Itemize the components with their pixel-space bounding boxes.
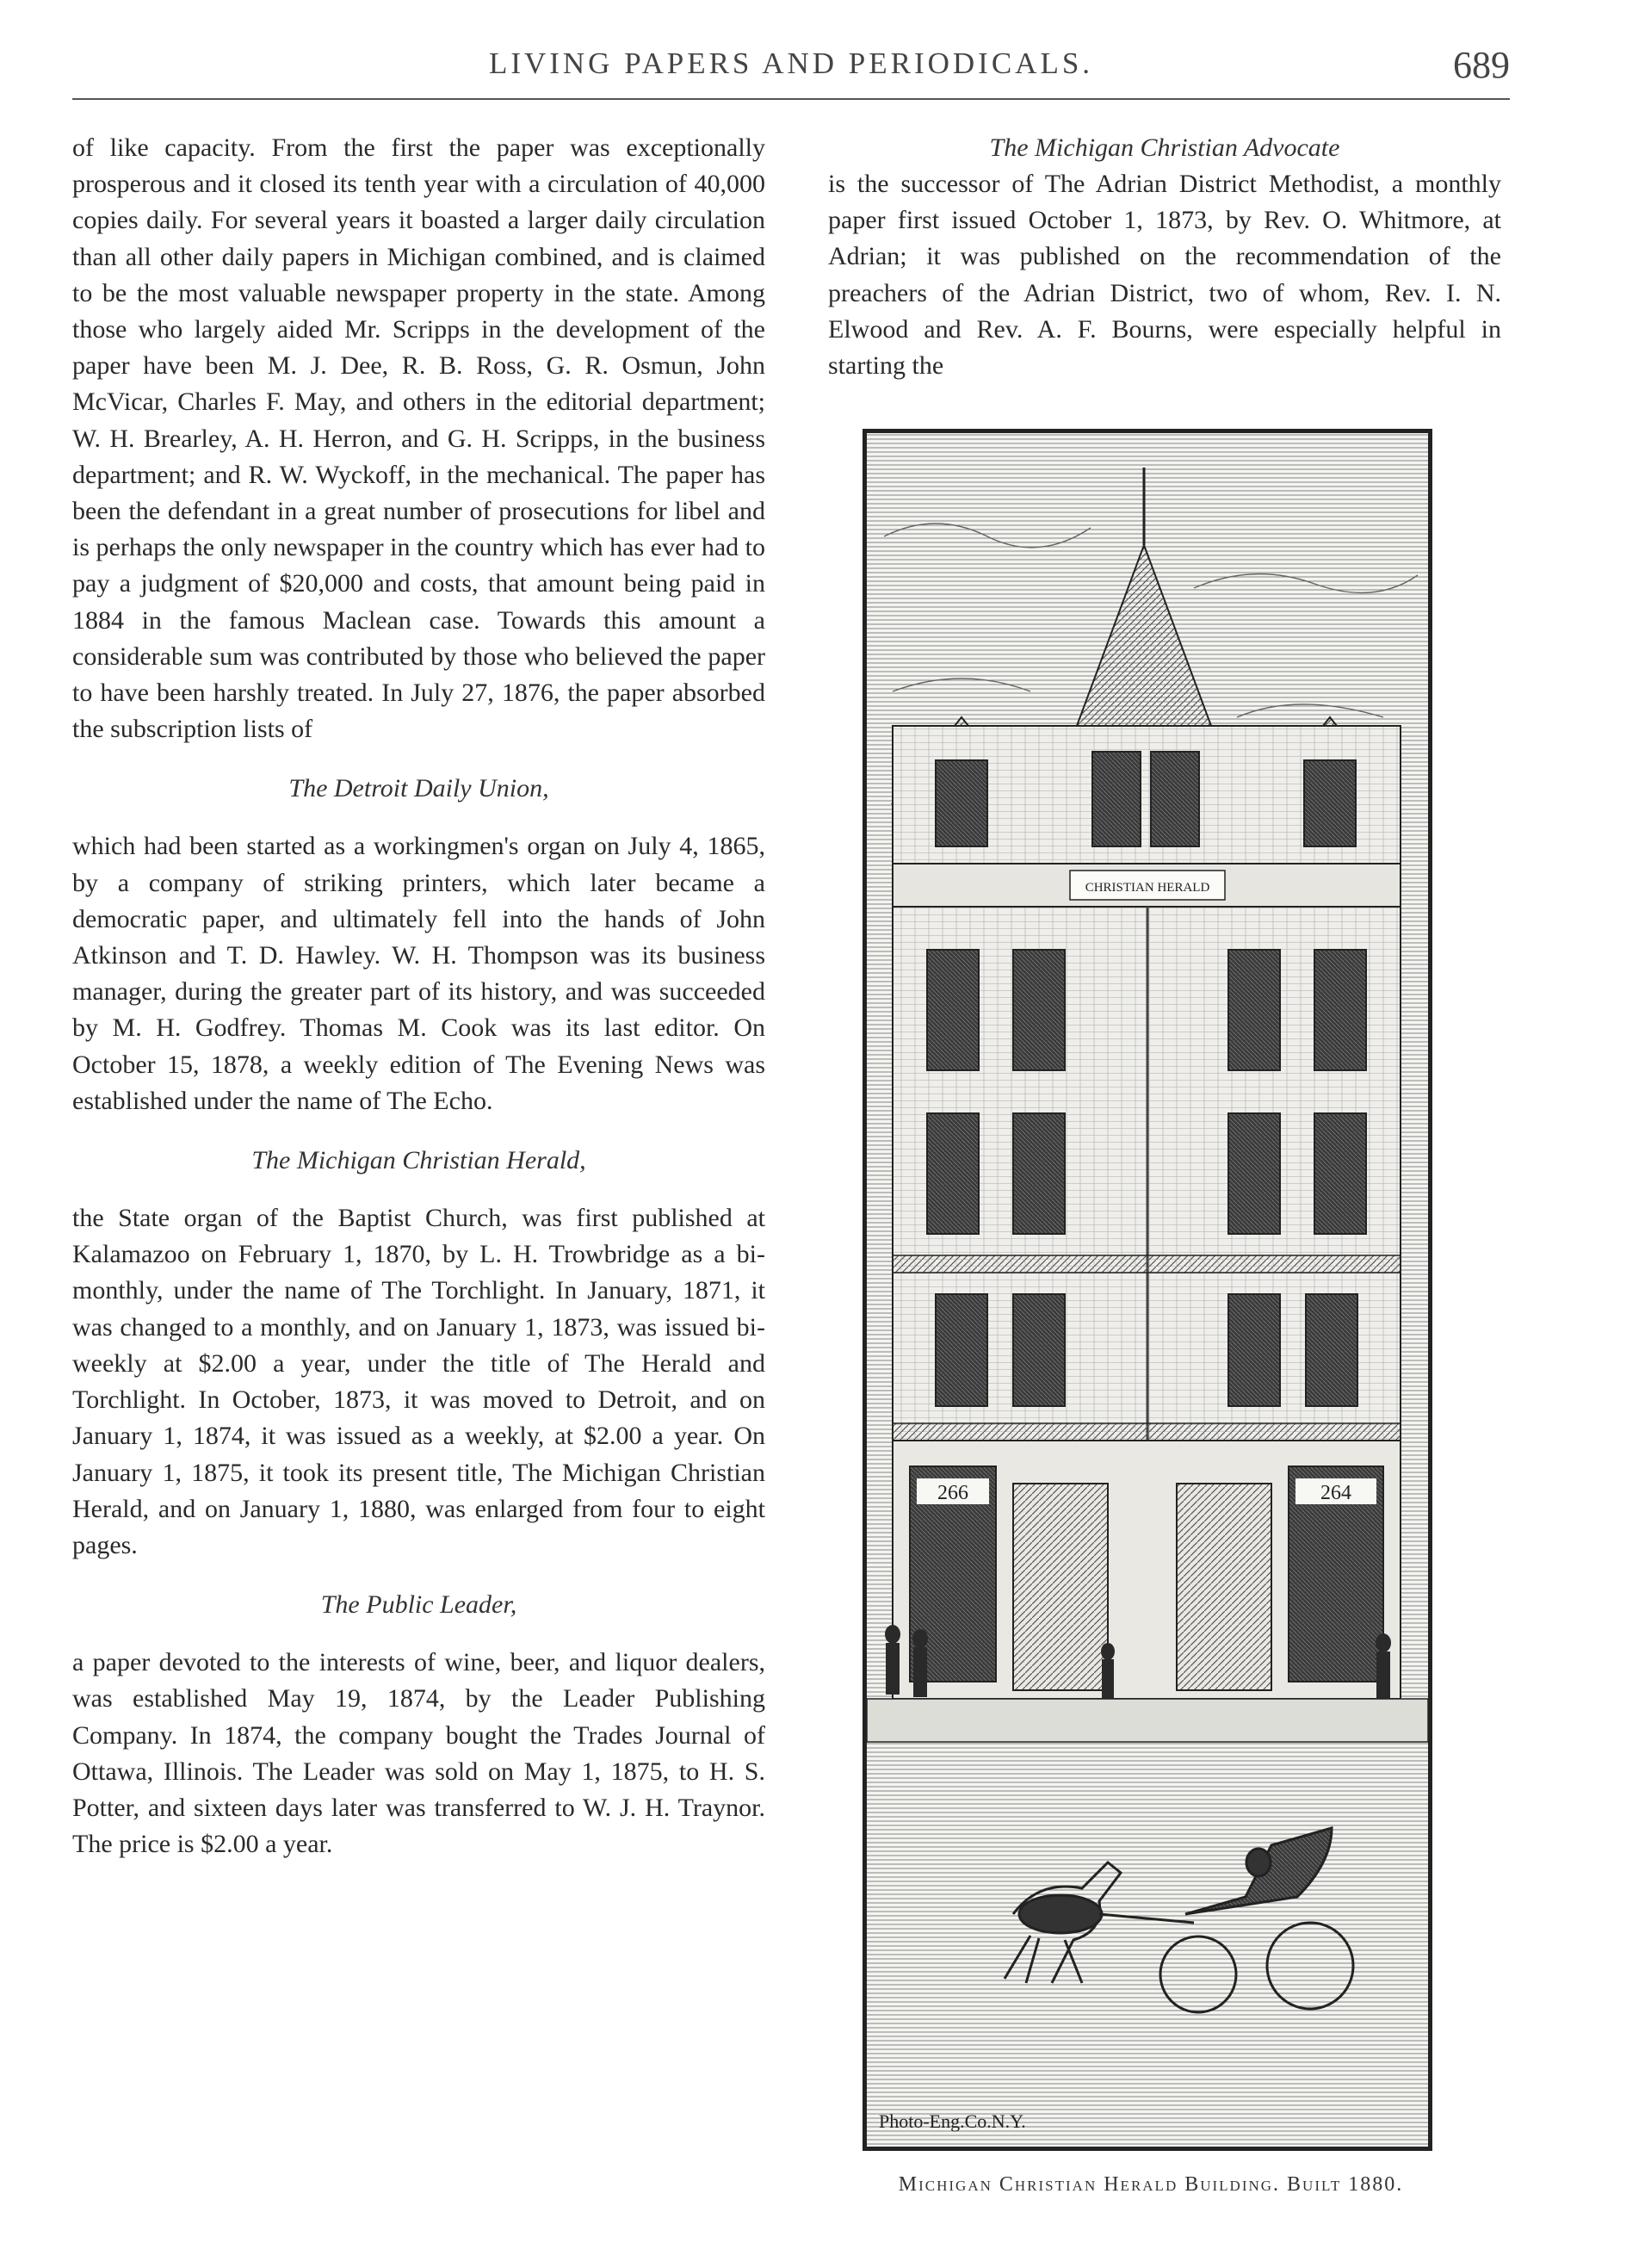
store-door <box>1177 1484 1271 1690</box>
figure-caption: Michigan Christian Herald Building. Built 1880. <box>898 2173 1404 2196</box>
sidewalk <box>867 1699 1428 1742</box>
building-illustration <box>867 433 1428 2147</box>
section-heading: The Michigan Christian Herald, <box>251 1146 586 1175</box>
section-heading: The Michigan Christian Advocate <box>989 133 1340 162</box>
running-title: LIVING PAPERS AND PERIODICALS. <box>488 46 1094 80</box>
engraver-credit: Photo-Eng.Co.N.Y. <box>879 2110 1026 2132</box>
building-engraving <box>863 429 1432 2151</box>
right-column <box>828 130 1501 384</box>
paragraph: the State organ of the Baptist Church, was first published at Kalamazoo on February 1, 1870, by L. H. Trowbridge as a bi-monthly, under the name of The Torchlight. In January, 1871, it was changed to a monthly, and on January 1, 1873, was issued bi-weekly at $2.00 a year, under the title of The Herald and Torchlight. In October, 1873, it was moved to Detroit, and on January 1, 1874, it was issued as a weekly, at $2.00 a year. On January 1, 1875, it took its present title, The Michigan Christian Herald, and on January 1, 1880, was enlarged from four to eight pages. <box>72 1204 765 1559</box>
street-number: 266 <box>937 1482 968 1504</box>
paragraph: of like capacity. From the first the paper was exceptionally prosperous and it closed its tenth year with a circulation of 40,000 copies daily. For several years it boasted a larger daily circulation than all other daily papers in Michigan combined, and is claimed to be the most valuable newspaper property in the state. Among those who largely aided Mr. Scripps in the development of the paper have been M. J. Dee, R. B. Ross, G. R. Osmun, John McVicar, Charles F. May, and others in the editorial department; W. H. Brearley, A. H. Herron, and G. H. Scripps, in the business department; and R. W. Wyckoff, in the mechanical. The paper has been the defendant in a great number of prosecutions for libel and is perhaps the only newspaper in the country which has ever had to pay a judgment of $20,000 and costs, that amount being paid in 1884 in the famous Maclean case. Towards this amount a considerable sum was contributed by those who believed the paper to have been harshly treated. In July 27, 1876, the paper absorbed the subscription lists of <box>72 133 765 744</box>
street <box>867 1742 1428 2147</box>
paragraph: is the successor of The Adrian District Methodist, a monthly paper first issued October 1, 1873, by Rev. O. Whitmore, at Adrian; it was published on the recommendation of the preachers of the Adrian District, two of whom, Rev. I. N. Elwood and Rev. A. F. Bourns, were especially helpful in starting the <box>828 170 1501 381</box>
street-number: 264 <box>1320 1482 1351 1504</box>
page-header <box>72 40 1510 100</box>
balustrade <box>893 1255 1401 1273</box>
paragraph: a paper devoted to the interests of wine, beer, and liquor dealers, was established May 19, 1874, by the Leader Publishing Company. In 1874, the company bought the Trades Journal of Ottawa, Illinois. The Leader was sold on May 1, 1875, to H. S. Potter, and sixteen days later was transferred to W. J. H. Traynor. The price is $2.00 a year. <box>72 1648 765 1859</box>
left-column <box>72 130 765 1862</box>
sign-text: CHRISTIAN HERALD <box>1085 881 1210 895</box>
storefront-cornice <box>893 1423 1401 1441</box>
header-rule <box>72 98 1510 100</box>
paragraph: which had been started as a workingmen's organ on July 4, 1865, by a company of striking printers, which later became a democratic paper, and ultimately fell into the hands of John Atkinson and T. D. Hawley. W. H. Thompson was its business manager, during the greater part of its history, and was succeeded by M. H. Godfrey. Thomas M. Cook was its last editor. On October 15, 1878, a weekly edition of The Evening News was established under the name of The Echo. <box>72 832 765 1115</box>
section-heading: The Detroit Daily Union, <box>288 774 549 803</box>
section-heading: The Public Leader, <box>320 1590 517 1620</box>
page-number: 689 <box>1453 44 1510 86</box>
store-door <box>1013 1484 1108 1690</box>
